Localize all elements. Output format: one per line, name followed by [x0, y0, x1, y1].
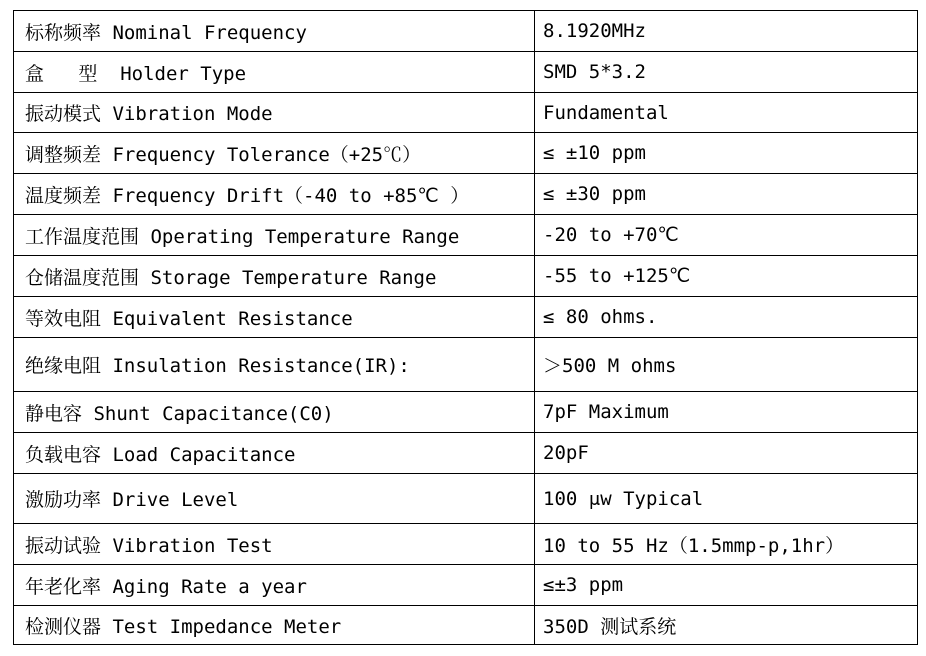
param-cell: 绝缘电阻 Insulation Resistance(IR):	[14, 338, 535, 392]
table-row	[14, 565, 918, 606]
param-cell: 负载电容 Load Capacitance	[14, 433, 535, 474]
param-cell: 仓储温度范围 Storage Temperature Range	[14, 256, 535, 297]
param-cell: 振动模式 Vibration Mode	[14, 93, 535, 133]
param-cell: 标称频率 Nominal Frequency	[14, 11, 535, 52]
table-row	[14, 474, 918, 524]
table-row	[14, 11, 918, 52]
param-cell: 温度频差 Frequency Drift（-40 to +85℃ ）	[14, 174, 535, 215]
value-cell: ≤±3 ppm	[535, 565, 918, 606]
param-cell: 年老化率 Aging Rate a year	[14, 565, 535, 606]
value-cell: 8.1920MHz	[535, 11, 918, 52]
param-cell: 检测仪器 Test Impedance Meter	[14, 606, 535, 645]
value-cell: 350D 测试系统	[535, 606, 918, 645]
param-cell: 工作温度范围 Operating Temperature Range	[14, 215, 535, 256]
value-cell: -55 to +125℃	[535, 256, 918, 297]
param-cell: 激励功率 Drive Level	[14, 474, 535, 524]
value-cell: Fundamental	[535, 93, 918, 133]
spec-table	[13, 10, 918, 645]
table-row	[14, 215, 918, 256]
table-row	[14, 256, 918, 297]
table-row	[14, 52, 918, 93]
table-row	[14, 174, 918, 215]
value-cell: 10 to 55 Hz（1.5mmp-p,1hr）	[535, 524, 918, 565]
value-cell: 100 μw Typical	[535, 474, 918, 524]
table-row	[14, 392, 918, 433]
table-row	[14, 297, 918, 338]
table-row	[14, 433, 918, 474]
value-cell: SMD 5*3.2	[535, 52, 918, 93]
table-row	[14, 133, 918, 174]
value-cell: ＞500 M ohms	[535, 338, 918, 392]
value-cell: ≤ ±10 ppm	[535, 133, 918, 174]
param-cell: 调整频差 Frequency Tolerance（+25℃）	[14, 133, 535, 174]
value-cell: 7pF Maximum	[535, 392, 918, 433]
value-cell: ≤ ±30 ppm	[535, 174, 918, 215]
param-cell: 盒 型 Holder Type	[14, 52, 535, 93]
param-cell: 振动试验 Vibration Test	[14, 524, 535, 565]
table-row	[14, 93, 918, 133]
value-cell: ≤ 80 ohms.	[535, 297, 918, 338]
table-row	[14, 524, 918, 565]
table-row	[14, 338, 918, 392]
table-row	[14, 606, 918, 645]
param-cell: 等效电阻 Equivalent Resistance	[14, 297, 535, 338]
value-cell: -20 to +70℃	[535, 215, 918, 256]
param-cell: 静电容 Shunt Capacitance(C0)	[14, 392, 535, 433]
value-cell: 20pF	[535, 433, 918, 474]
